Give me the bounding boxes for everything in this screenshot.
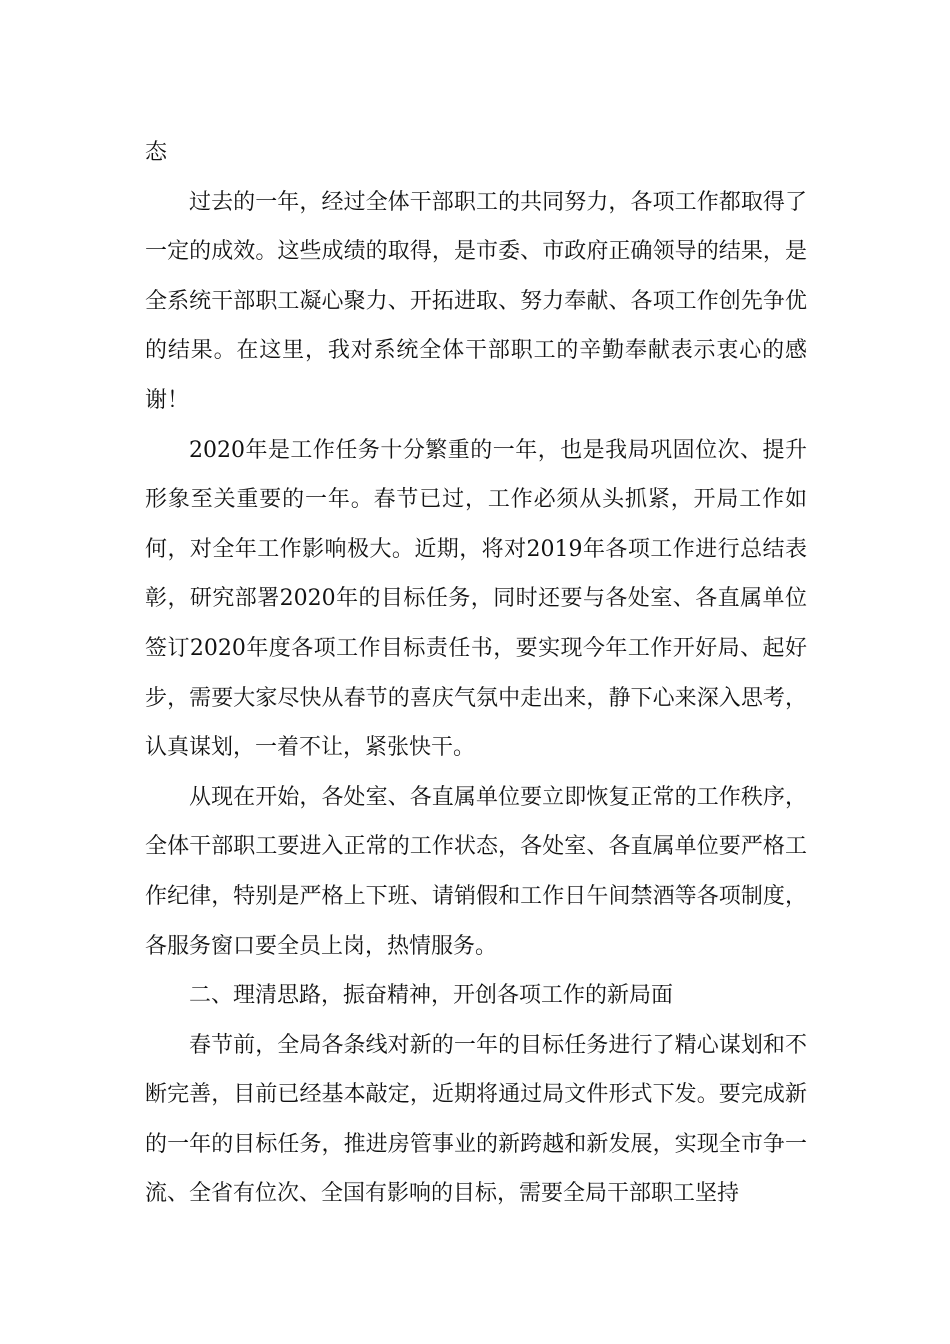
paragraph-continuation: 态: [145, 140, 168, 165]
section-heading: 二、理清思路，振奋精神，开创各项工作的新局面: [189, 983, 674, 1009]
paragraph-achievements: 过去的一年，经过全体干部职工的共同努力，各项工作都取得了一定的成效。这些成绩的取得，是市委、市政府正确领导的结果，是全系统干部职工凝心聚力、开拓进取、努力奉献、各项工作创先争优的结果。在这里，我对系统全体干部职工的辛勤奉献表示衷心的感谢！: [145, 189, 807, 413]
paragraph-2020-tasks: 2020年是工作任务十分繁重的一年，也是我局巩固位次、提升形象至关重要的一年。春节已过，工作必须从头抓紧，开局工作如何，对全年工作影响极大。近期，将对2019年各项工作进行总结表彰，研究部署2020年的目标任务，同时还要与各处室、各直属单位签订2020年度各项工作目标责任书，要实现今年工作开好局、起好步，需要大家尽快从春节的喜庆气氛中走出来，静下心来深入思考，认真谋划，一着不让，紧张快干。: [145, 437, 807, 761]
paragraph-goals: 春节前，全局各条线对新的一年的目标任务进行了精心谋划和不断完善，目前已经基本敲定，近期将通过局文件形式下发。要完成新的一年的目标任务，推进房管事业的新跨越和新发展，实现全市争一流、全省有位次、全国有影响的目标，需要全局干部职工坚持: [145, 1032, 807, 1207]
document-body: [145, 128, 807, 1219]
paragraph-work-order: 从现在开始，各处室、各直属单位要立即恢复正常的工作秩序，全体干部职工要进入正常的工作状态，各处室、各直属单位要严格工作纪律，特别是严格上下班、请销假和工作日午间禁酒等各项制度，各服务窗口要全员上岗，热情服务。: [145, 784, 807, 959]
